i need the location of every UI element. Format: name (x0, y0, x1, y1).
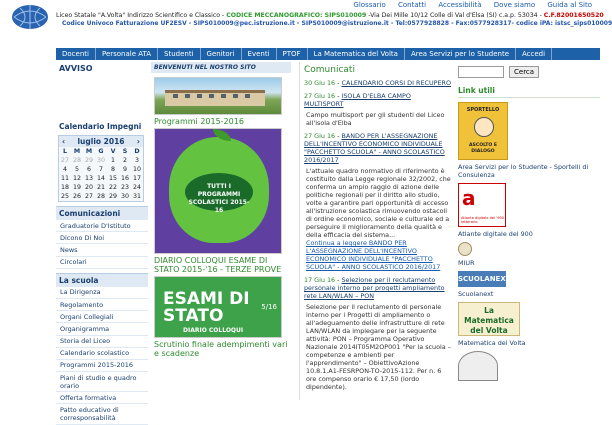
nav-ptof[interactable]: PTOF (277, 48, 308, 60)
search-input[interactable] (458, 66, 504, 78)
link-matematica[interactable]: Matematica del Volta (458, 339, 526, 347)
calendar-day[interactable]: 13 (84, 175, 93, 182)
dove-siamo-link[interactable]: Dove siamo (493, 1, 536, 9)
center-column (151, 62, 291, 400)
nav-genitori[interactable]: Genitori (201, 48, 242, 60)
glossario-link[interactable]: Glossario (353, 1, 386, 9)
calendar-day[interactable]: 27 (84, 193, 93, 200)
calendar-day[interactable]: 31 (132, 193, 141, 200)
calendar-weekday: M (85, 148, 93, 155)
school-contacts-line: Codice Univoco Fatturazione UF2ESV - SIPS010009@pec.istruzione.it - SIPS010009@istruzione.it - Tel:0577928828 - Fax:0577928317- codice iPA: istsc_sips010009 (62, 20, 612, 27)
lascuola-list (56, 287, 148, 425)
apple-label: TUTTI I PROGRAMMI SCOLASTICI 2015-16 (185, 173, 253, 211)
news-item: 17 Giu 16 - Selezione per il reclutamento personale interno per progetti ampliamento rete LAN/WLAN – PON Selezione per il reclutamento di personale interno per i Progetti di ampliamento o all'adeguamento delle infrastrutture di rete LAN/WLAN da impiegare per la seguente attività: PON – Programma Operativo Nazionale 2014IT05M2OP001 "Per la scuola – competenze e ambienti per l'apprendimento" – ObiettivoAzione 10.8.1.A1-FESRPON-TO-2015-112. Per n. 6 ore compenso orario € 17,50 (lordo dipendente). (304, 276, 451, 391)
cartoon-face-icon (474, 117, 494, 137)
header (0, 0, 612, 46)
comunicazioni-list (56, 220, 148, 269)
atlante-900-logo-caption: Atlante digitale del '900 letterario (461, 216, 505, 224)
window (245, 94, 250, 98)
link-dicono-di-noi[interactable]: Dicono Di Noi (56, 232, 148, 244)
school-info-line (56, 12, 604, 19)
calendar-weekday: V (110, 148, 116, 155)
sportello-banner[interactable] (458, 102, 508, 160)
caption-scrutinio[interactable]: Scrutinio finale adempimenti vari e scadenze (154, 340, 288, 358)
miur-emblem-icon[interactable] (458, 242, 472, 256)
link-news[interactable]: News (56, 244, 148, 256)
top-links (343, 1, 592, 9)
calendar-title: Calendario Impegni (59, 122, 142, 131)
calendar-weekday: M (73, 148, 81, 155)
scuolanext-banner[interactable]: SCUOLANEXT (458, 271, 506, 287)
comunicati-title: Comunicati (304, 65, 355, 75)
nav-eventi[interactable]: Eventi (242, 48, 277, 60)
nav-matematica[interactable]: La Matematica del Volta (308, 48, 405, 60)
news-body: Selezione per il reclutamento di personale interno per i Progetti di ampliamento o all'adeguamento delle infrastrutture di rete LAN/WLAN da impiegare per la seguente attività: PON – Programma Operativo Nazionale 2014IT05M2OP001 "Per la scuola – competenze e ambienti per l'apprendimento" – ObiettivoAzione 10.8.1.A1-FESRPON-TO-2015-112. Per n. 6 ore compenso orario € 17,50 (lordo dipendente). (306, 303, 451, 391)
news-date: 17 Giu 16 (304, 276, 336, 284)
calendar-day[interactable]: 29 (108, 193, 117, 200)
calendar-day[interactable]: 9 (122, 166, 127, 173)
calendar-weekday: G (98, 148, 104, 155)
link-piani-studio[interactable]: Piani di studio e quadro orario (56, 372, 148, 392)
window (173, 94, 178, 98)
calendar-weekday: D (134, 148, 140, 155)
window (233, 94, 238, 98)
programmi-apple-image[interactable] (154, 128, 282, 254)
nav-docenti[interactable]: Docenti (56, 48, 96, 60)
calendar-day[interactable]: 27 (60, 157, 69, 164)
link-dirigenza[interactable]: La Dirigenza (56, 287, 148, 299)
atlante-900-logo-letter: a (462, 186, 476, 210)
link-programmi[interactable]: Programmi 2015-2016 (56, 360, 148, 372)
link-graduatorie[interactable]: Graduatorie D'Istituto (56, 220, 148, 232)
news-item: 27 Giu 16 - ISOLA D'ELBA CAMPO MULTISPORT Campo multisport per gli studenti del Liceo all'isola d'Elba (304, 92, 451, 127)
guida-sito-link[interactable]: Guida al Sito (547, 1, 592, 9)
calendar-day[interactable]: 3 (134, 157, 139, 164)
window (185, 94, 190, 98)
calendar-day[interactable]: 7 (98, 166, 103, 173)
calendar-day[interactable]: 28 (96, 193, 105, 200)
link-organi-collegiali[interactable]: Organi Collegiali (56, 311, 148, 323)
calendar-day[interactable]: 30 (96, 157, 105, 164)
calendar-day[interactable]: 23 (120, 184, 129, 191)
calendar-day[interactable]: 26 (72, 193, 81, 200)
matematica-banner[interactable]: La Matematica del Volta (458, 302, 520, 336)
esami-di-stato-image[interactable] (154, 276, 282, 338)
link-atlante-900[interactable]: Atlante digitale del 900 (458, 230, 533, 238)
news-body: L'attuale quadro normativo di riferimento è costituito dalla Legge regionale 32/2002, che conferma un ampio raggio di azione delle politiche regionali per il diritto allo studio, volte a garantire pari opportunità di accesso all'istruzione scolastica rimuovendo ostacoli di ordine economico, sociale e culturale ed a perseguire il miglioramento della qualità e della efficacia del sistema... (306, 167, 451, 239)
comunicazioni-title: Comunicazioni (56, 206, 148, 220)
calendar-day[interactable]: 30 (120, 193, 129, 200)
miur-logo-row (458, 242, 600, 256)
school-building-image[interactable] (154, 77, 282, 115)
welcome-heading: BENVENUTI NEL NOSTRO SITO (151, 62, 291, 73)
nav-studenti[interactable]: Studenti (158, 48, 201, 60)
sportello-banner-title: SPORTELLO (466, 107, 500, 113)
search-row (458, 66, 600, 78)
news-item: 27 Giu 16 - BANDO PER L'ASSEGNAZIONE DELL'INCENTIVO ECONOMICO INDIVIDUALE "PACCHETTO SCUOLA" - ANNO SCOLASTICO 2016/2017 L'attuale quadro normativo di riferimento è costituito dalla Legge regionale 32/2002, che conferma un ampio raggio di azione delle politiche regionali per il diritto allo studio, volte a garantire pari opportunità di accesso all'istruzione scolastica rimuovendo ostacoli di ordine economico, sociale e culturale ed a perseguire il miglioramento della qualità e della efficacia del sistema... Continua a leggere BANDO PER L'ASSEGNAZIONE DELL'INCENTIVO ECONOMICO INDIVIDUALE "PACCHETTO SCUOLA" - ANNO SCOLASTICO 2016/2017 (304, 132, 451, 271)
atlante-900-banner[interactable] (458, 183, 506, 227)
window (197, 94, 202, 98)
calendar-prev-icon[interactable]: ‹ (62, 137, 66, 146)
news-title[interactable]: BANDO PER L'ASSEGNAZIONE DELL'INCENTIVO ECONOMICO INDIVIDUALE "PACCHETTO SCUOLA" - ANNO SCOLASTICO 2016/2017 (304, 132, 445, 164)
caption-programmi[interactable]: Programmi 2015-2016 (154, 117, 244, 126)
calendar-day[interactable]: 4 (62, 166, 67, 173)
avviso-title: AVVISO (59, 64, 93, 73)
calendar-month-bar (59, 136, 143, 147)
calendar-month: luglio 2016 (77, 137, 125, 146)
caption-diario-colloqui[interactable]: DIARIO COLLOQUI ESAME DI STATO 2015-'16 - TERZE PROVE (154, 256, 282, 274)
news-body: Campo multisport per gli studenti del Liceo all'isola d'Elba (306, 111, 445, 127)
calendar-day[interactable]: 17 (132, 175, 141, 182)
calendar-day[interactable]: 10 (132, 166, 141, 173)
calendar-day[interactable]: 29 (84, 157, 93, 164)
news-title[interactable]: ISOLA D'ELBA CAMPO MULTISPORT (304, 92, 411, 108)
calendar-grid (59, 147, 143, 201)
link-storia[interactable]: Storia del Liceo (56, 336, 148, 348)
bottom-emblem-icon[interactable] (458, 351, 498, 381)
calendar-day[interactable]: 15 (108, 175, 117, 182)
news-read-more-link[interactable]: Continua a leggere BANDO PER L'ASSEGNAZIONE DELL'INCENTIVO ECONOMICO INDIVIDUALE "PACCHETTO SCUOLA" - ANNO SCOLASTICO 2016/2017 (306, 239, 441, 271)
calendar-weekday: S (122, 148, 128, 155)
comunicati-column (299, 62, 451, 400)
avviso-box (56, 62, 148, 110)
calendar-day[interactable]: 2 (122, 157, 127, 164)
calendar-day[interactable]: 20 (84, 184, 93, 191)
calendar-day[interactable]: 25 (60, 193, 69, 200)
accessibilita-link[interactable]: Accessibilità (438, 1, 482, 9)
calendar-weekday: L (62, 148, 67, 155)
calendar-day[interactable]: 11 (60, 175, 69, 182)
news-item: 30 Giu 16 - CALENDARIO CORSI DI RECUPERO (304, 79, 451, 87)
calendar-day[interactable]: 8 (110, 166, 115, 173)
news-title[interactable]: CALENDARIO CORSI DI RECUPERO (341, 79, 451, 87)
calendar-day[interactable]: 6 (86, 166, 91, 173)
calendar-next-icon[interactable]: › (136, 137, 140, 146)
left-sidebar (56, 62, 148, 423)
codice-fiscale: C.F.82001650520 (543, 12, 604, 19)
calendar-day[interactable]: 19 (72, 184, 81, 191)
calendar-day[interactable]: 5 (74, 166, 79, 173)
building-shape (165, 90, 265, 106)
link-patto-educativo[interactable]: Patto educativo di corresponsabilità (56, 404, 148, 424)
school-logo-icon[interactable] (10, 3, 50, 31)
news-title[interactable]: Selezione per il reclutamento personale interno per progetti ampliamento rete LAN/WLAN – PON (304, 276, 445, 300)
calendar-day[interactable]: 21 (96, 184, 105, 191)
esami-big-text: ESAMI DI STATO (163, 289, 250, 326)
calendar-day[interactable]: 14 (96, 175, 105, 182)
esami-date-text: 5/16 (261, 303, 277, 311)
calendar-day[interactable]: 12 (72, 175, 81, 182)
nav-accedi[interactable]: Accedi (516, 48, 552, 60)
calendar-day[interactable]: 18 (60, 184, 69, 191)
calendar-day[interactable]: 22 (108, 184, 117, 191)
link-scuolanext[interactable]: Scuolanext (458, 290, 494, 298)
link-area-servizi[interactable]: Area Servizi per lo Studente - Sportelli di Consulenza (458, 163, 589, 179)
search-button[interactable]: Cerca (509, 66, 539, 78)
right-sidebar (458, 62, 600, 400)
window (209, 94, 214, 98)
nav-personale-ata[interactable]: Personale ATA (96, 48, 158, 60)
window (221, 94, 226, 98)
codice-meccanografico: CODICE MECCANOGRAFICO: SIPS010009 (226, 12, 367, 19)
link-circolari[interactable]: Circolari (56, 257, 148, 269)
link-miur[interactable]: MIUR (458, 259, 475, 267)
calendar-day[interactable]: 1 (110, 157, 115, 164)
sportello-banner-subtitle: ASCOLTO E DIALOGO (468, 143, 498, 154)
calendar (58, 135, 144, 202)
esami-small-text: DIARIO COLLOQUI (183, 327, 244, 334)
school-address: -Via Dei Mille 10/12 Colle di Val d'Elsa (SI) c.a.p. 53034 - (368, 12, 542, 19)
calendar-day[interactable]: 28 (72, 157, 81, 164)
link-organigramma[interactable]: Organigramma (56, 323, 148, 335)
calendar-day[interactable]: 24 (132, 184, 141, 191)
calendar-day[interactable]: 16 (120, 175, 129, 182)
nav-area-servizi[interactable]: Area Servizi per lo Studente (405, 48, 516, 60)
link-calendario-scolastico[interactable]: Calendario scolastico (56, 348, 148, 360)
news-date: 27 Giu 16 (304, 132, 336, 140)
news-date: 30 Giu 16 (304, 79, 336, 87)
link-utili-title: Link utili (458, 86, 600, 98)
main-nav (56, 48, 600, 60)
lascuola-title: La scuola (56, 273, 148, 287)
news-date: 27 Giu 16 (304, 92, 336, 100)
link-offerta-formativa[interactable]: Offerta formativa (56, 392, 148, 404)
school-name: Liceo Statale "A.Volta" Indirizzo Scientifico e Classico - (56, 12, 225, 19)
link-regolamento[interactable]: Regolamento (56, 299, 148, 311)
contatti-link[interactable]: Contatti (398, 1, 427, 9)
